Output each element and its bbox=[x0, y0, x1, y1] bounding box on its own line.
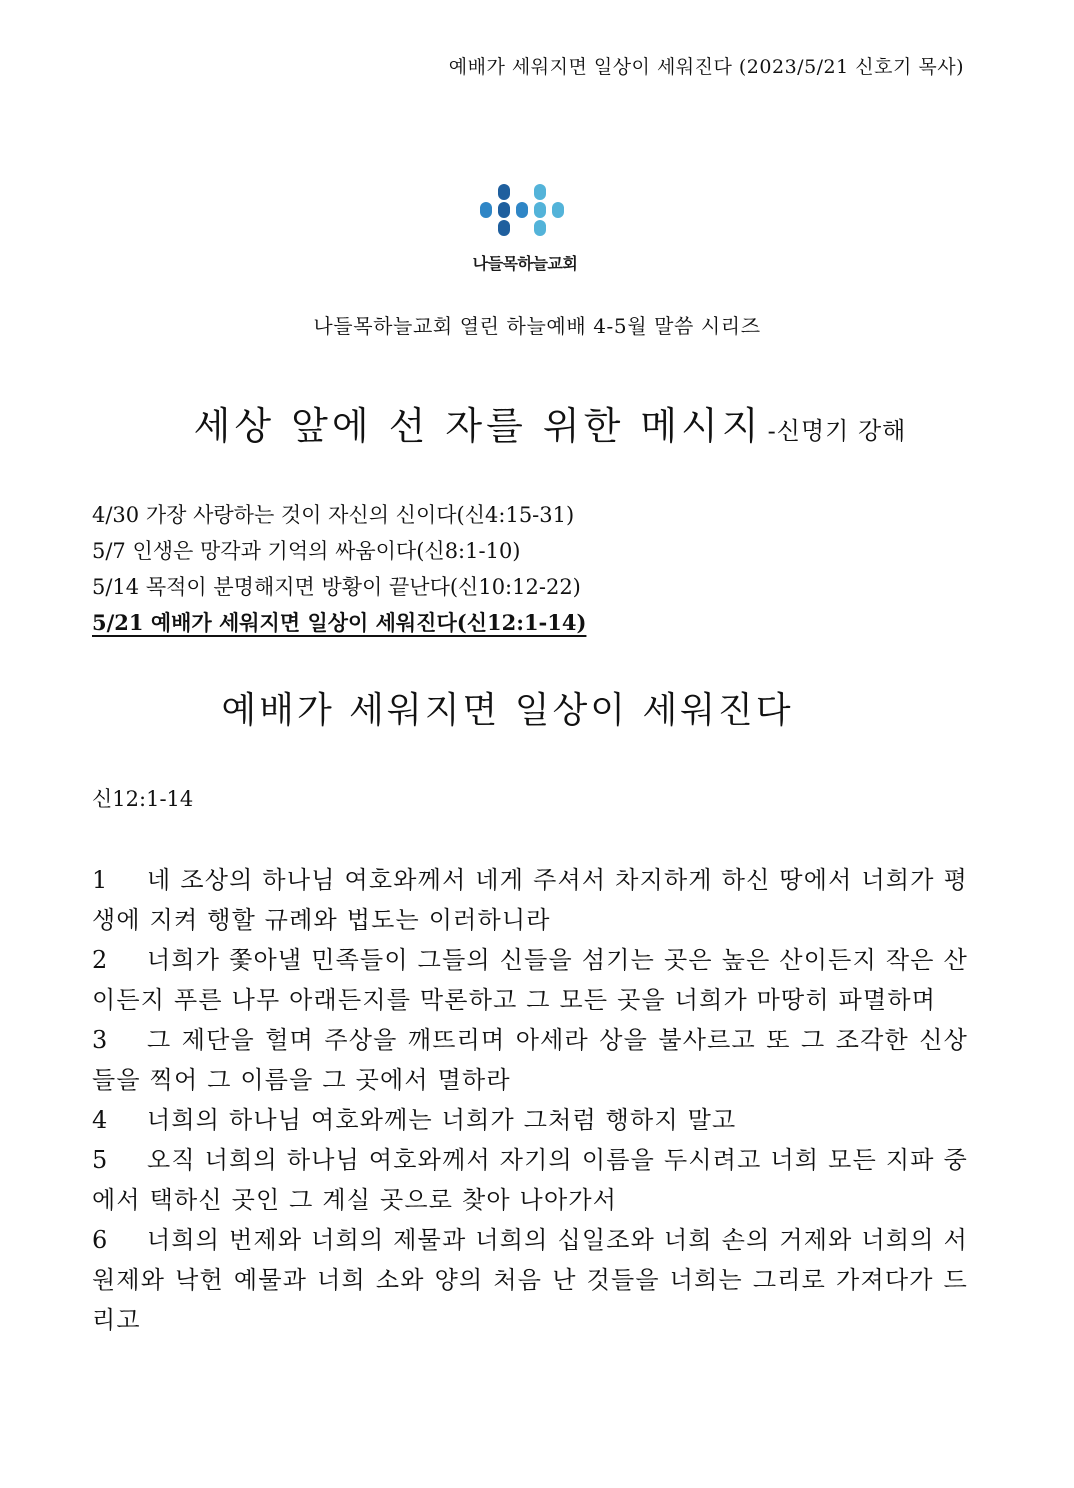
logo-dot bbox=[516, 202, 528, 218]
logo-dot bbox=[552, 202, 564, 218]
church-logo-mark-icon bbox=[480, 183, 570, 243]
sermon-schedule-item: 5/14 목적이 분명해지면 방황이 끝난다(신10:12-22) bbox=[92, 575, 581, 599]
verse-number: 6 bbox=[92, 1226, 109, 1254]
sermon-schedule-list bbox=[92, 497, 972, 641]
verse bbox=[92, 1220, 968, 1340]
running-header: 예배가 세워지면 일상이 세워진다 (2023/5/21 신호기 목사) bbox=[448, 56, 964, 78]
logo-dot bbox=[480, 202, 492, 218]
scripture-reference: 신12:1-14 bbox=[92, 787, 194, 811]
verse-text: 그 제단을 헐며 주상을 깨뜨리며 아세라 상을 불사르고 또 그 조각한 신상들을 찍어 그 이름을 그 곳에서 멸하라 bbox=[92, 1026, 968, 1094]
verse-number: 4 bbox=[92, 1106, 109, 1134]
verse bbox=[92, 940, 968, 1020]
verse-text: 오직 너희의 하나님 여호와께서 자기의 이름을 두시려고 너희 모든 지파 중에서 택하신 곳인 그 계실 곳으로 찾아 나아가서 bbox=[92, 1146, 968, 1214]
logo-dot bbox=[498, 184, 510, 200]
logo-dot bbox=[534, 220, 546, 236]
logo-dot bbox=[498, 220, 510, 236]
sermon-schedule-item: 4/30 가장 사랑하는 것이 자신의 신이다(신4:15-31) bbox=[92, 503, 575, 527]
verse-text: 네 조상의 하나님 여호와께서 네게 주셔서 차지하게 하신 땅에서 너희가 평생에 지켜 행할 규례와 법도는 이러하니라 bbox=[92, 866, 968, 934]
verse-number: 5 bbox=[92, 1146, 109, 1174]
series-title-main: 세상 앞에 선 자를 위한 메시지 bbox=[193, 404, 763, 448]
verse-text: 너희의 번제와 너희의 제물과 너희의 십일조와 너희 손의 거제와 너희의 서원제와 낙헌 예물과 너희 소와 양의 처음 난 것들을 너희는 그리로 가져다가 드리고 bbox=[92, 1226, 968, 1334]
sermon-schedule-item-current: 5/21 예배가 세워지면 일상이 세워진다(신12:1-14) bbox=[92, 610, 587, 635]
scripture-text bbox=[92, 860, 968, 1340]
church-logo-name: 나들목하늘교회 bbox=[472, 254, 578, 273]
verse-number: 3 bbox=[92, 1026, 109, 1054]
verse-text: 너희가 쫓아낼 민족들이 그들의 신들을 섬기는 곳은 높은 산이든지 작은 산이든지 푸른 나무 아래든지를 막론하고 그 모든 곳을 너희가 마땅히 파멸하며 bbox=[92, 946, 968, 1014]
series-title-subtitle: -신명기 강해 bbox=[767, 417, 907, 445]
sermon-title: 예배가 세워지면 일상이 세워진다 bbox=[221, 690, 794, 731]
series-title bbox=[0, 395, 1074, 450]
verse-number: 1 bbox=[92, 866, 109, 894]
logo-dot bbox=[534, 184, 546, 200]
verse-text: 너희의 하나님 여호와께는 너희가 그처럼 행하지 말고 bbox=[147, 1106, 737, 1134]
verse bbox=[92, 860, 968, 940]
logo-dot bbox=[498, 202, 510, 218]
verse-number: 2 bbox=[92, 946, 109, 974]
sermon-schedule-item: 5/7 인생은 망각과 기억의 싸움이다(신8:1-10) bbox=[92, 539, 521, 563]
verse bbox=[92, 1140, 968, 1220]
verse bbox=[92, 1020, 968, 1100]
verse bbox=[92, 1100, 968, 1140]
series-description: 나들목하늘교회 열린 하늘예배 4-5월 말씀 시리즈 bbox=[313, 314, 761, 338]
church-logo bbox=[460, 183, 590, 274]
logo-dot bbox=[534, 202, 546, 218]
